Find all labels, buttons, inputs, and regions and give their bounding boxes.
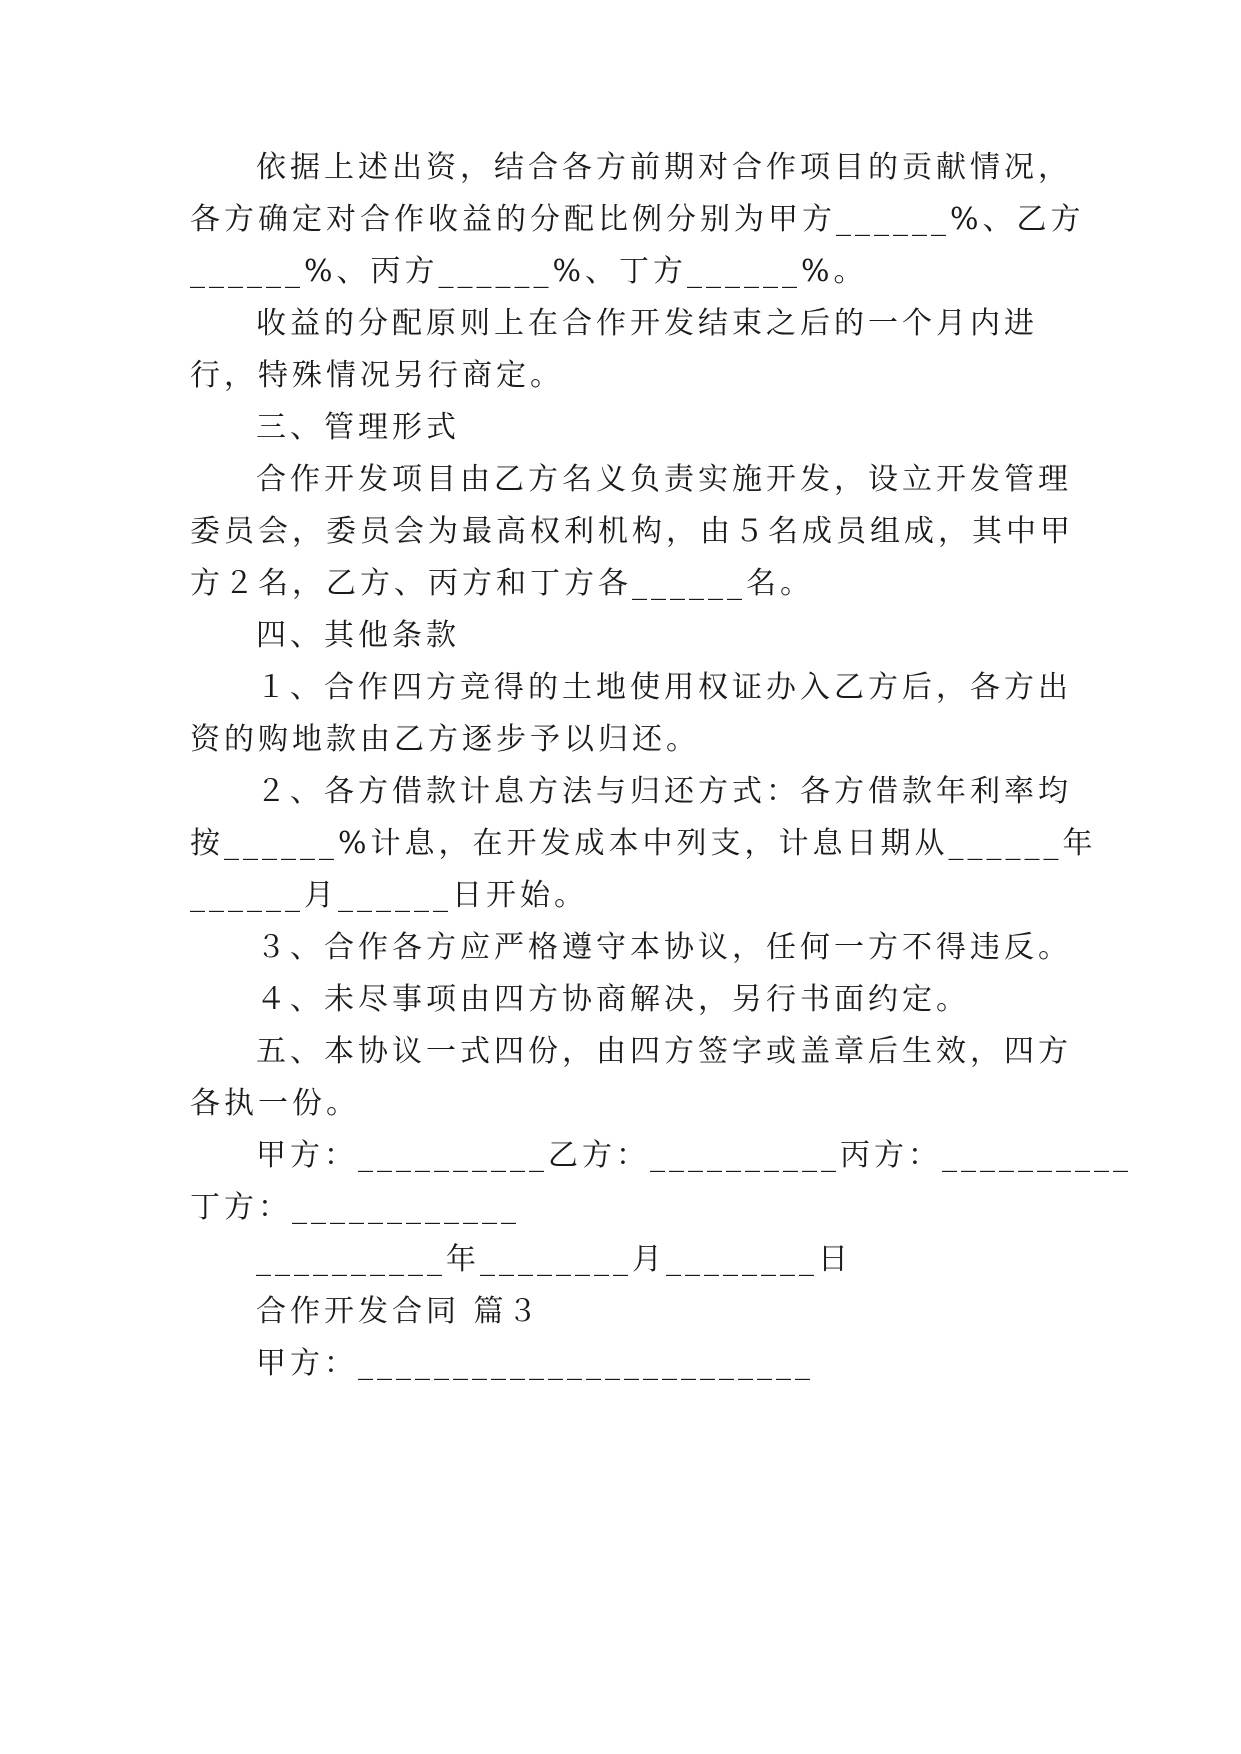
paragraph-line: 行，特殊情况另行商定。 — [190, 358, 564, 393]
paragraph-line: 五、本协议一式四份，由四方签字或盖章后生效，四方 — [256, 1034, 1072, 1069]
paragraph-line: １、合作四方竞得的土地使用权证办入乙方后，各方出 — [256, 670, 1072, 705]
paragraph-line: 收益的分配原则上在合作开发结束之后的一个月内进 — [256, 306, 1038, 341]
paragraph-line: 合作开发项目由乙方名义负责实施开发，设立开发管理 — [256, 462, 1072, 497]
signature-line: 甲方：__________乙方：__________丙方：__________ — [256, 1138, 1132, 1173]
paragraph-line: ______月______日开始。 — [190, 878, 588, 913]
section-heading: 四、其他条款 — [256, 618, 460, 653]
paragraph-line: 委员会，委员会为最高权利机构，由５名成员组成，其中甲 — [190, 514, 1074, 549]
paragraph-line: 各方确定对合作收益的分配比例分别为甲方______%、乙方 — [190, 202, 1085, 237]
party-a-line: 甲方：________________________ — [256, 1346, 814, 1381]
signature-line: 丁方：____________ — [190, 1190, 520, 1225]
paragraph-line: 资的购地款由乙方逐步予以归还。 — [190, 722, 700, 757]
paragraph-line: ２、各方借款计息方法与归还方式：各方借款年利率均 — [256, 774, 1072, 809]
date-line: __________年________月________日 — [256, 1242, 852, 1277]
paragraph-line: ３、合作各方应严格遵守本协议，任何一方不得违反。 — [256, 930, 1072, 965]
paragraph-line: ４、未尽事项由四方协商解决，另行书面约定。 — [256, 982, 970, 1017]
section-heading: 三、管理形式 — [256, 410, 460, 445]
contract-title: 合作开发合同 篇３ — [256, 1294, 542, 1329]
paragraph-line: 依据上述出资，结合各方前期对合作项目的贡献情况， — [256, 150, 1072, 185]
paragraph-line: 按______%计息，在开发成本中列支，计息日期从______年 — [190, 826, 1097, 861]
paragraph-line: 方２名，乙方、丙方和丁方各______名。 — [190, 566, 814, 601]
paragraph-line: 各执一份。 — [190, 1086, 360, 1121]
paragraph-line: ______%、丙方______%、丁方______%。 — [190, 254, 868, 289]
